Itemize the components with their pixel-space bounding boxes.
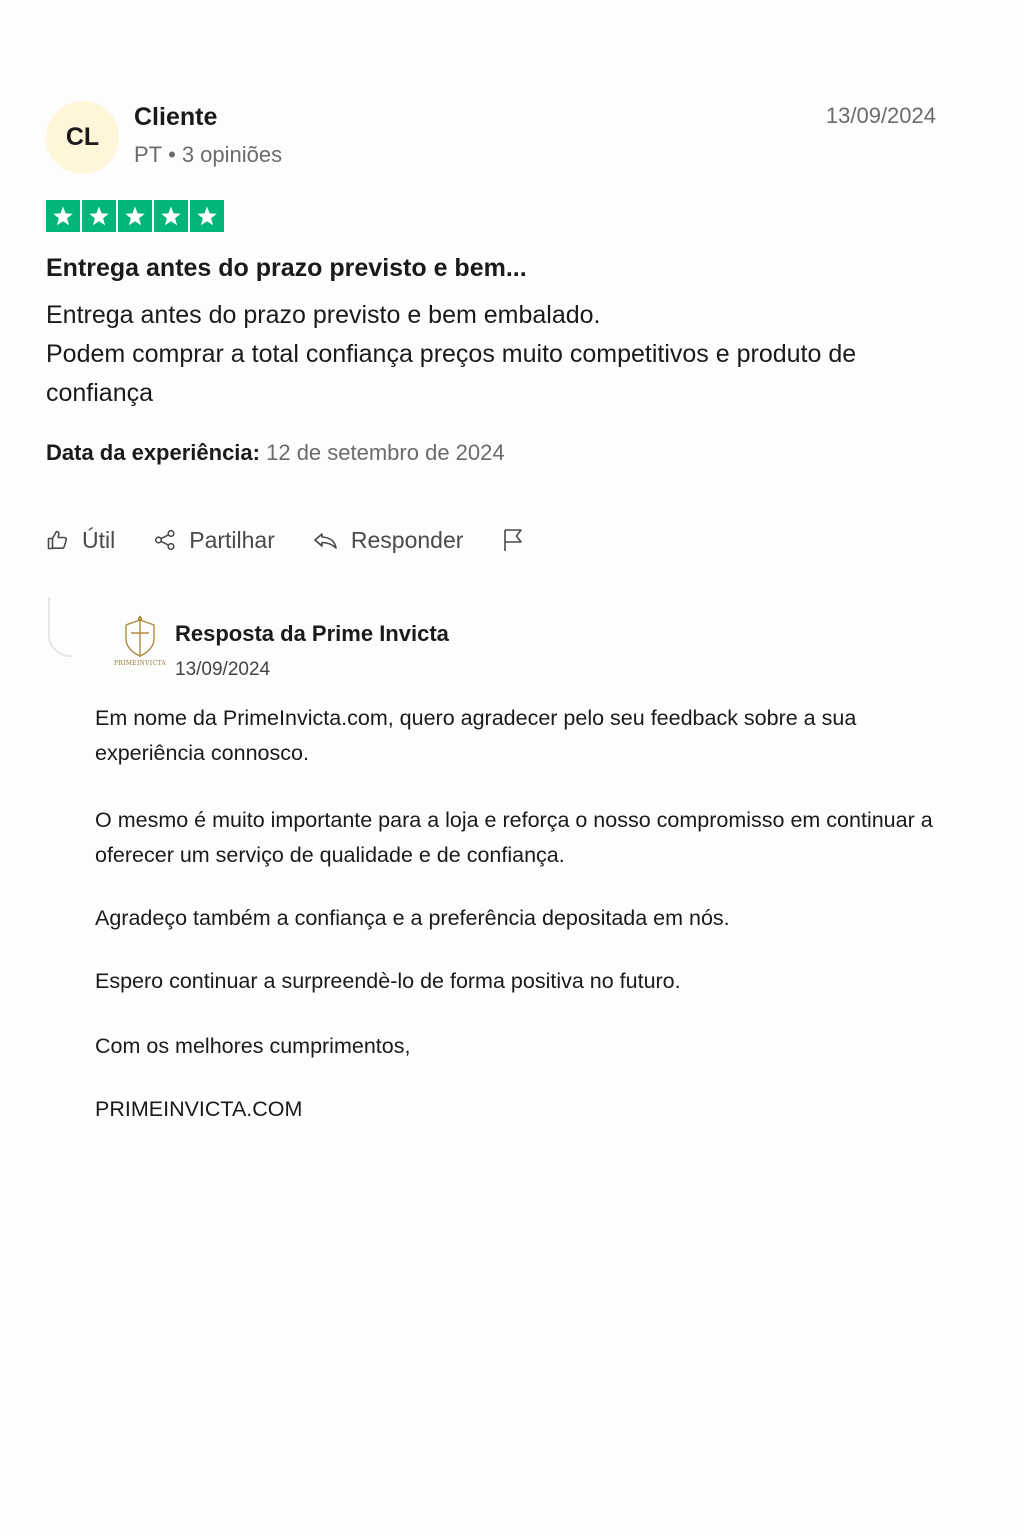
reply-paragraph: Agradeço também a confiança e a preferência depositada em nós. <box>95 906 730 930</box>
experience-date-value: 12 de setembro de 2024 <box>266 440 505 465</box>
star-icon <box>154 200 188 232</box>
reply-signature: PRIMEINVICTA.COM <box>95 1097 303 1121</box>
reply-paragraph: O mesmo é muito importante para a loja e reforça o nosso compromisso em continuar a oferecer um serviço de qualidade e de confiança. <box>95 808 933 867</box>
review-date: 13/09/2024 <box>825 103 936 128</box>
reply-paragraph: Espero continuar a surpreendè-lo de forma positiva no futuro. <box>95 969 681 993</box>
star-icon <box>46 200 80 232</box>
review-actions <box>46 520 575 560</box>
review-card <box>46 100 936 553</box>
star-rating <box>46 200 224 232</box>
review-body <box>46 296 936 413</box>
reply-paragraph: Em nome da PrimeInvicta.com, quero agradecer pelo seu feedback sobre a sua experiência connosco. <box>95 706 857 765</box>
shield-cross-icon <box>120 615 160 659</box>
star-icon <box>190 200 224 232</box>
review-body-line: Podem comprar a total confiança preços muito competitivos e produto de confiança <box>46 340 857 407</box>
reply-button[interactable] <box>313 527 464 554</box>
share-button[interactable] <box>153 527 275 554</box>
review-title[interactable]: Entrega antes do prazo previsto e bem... <box>46 254 527 282</box>
experience-date-label: Data da experiência: <box>46 440 260 465</box>
share-icon <box>153 528 177 552</box>
reply-icon <box>313 528 339 552</box>
reply-body <box>95 701 945 1127</box>
thumbs-up-icon <box>46 528 70 552</box>
reply-paragraph: Com os melhores cumprimentos, <box>95 1034 411 1058</box>
reply-title: Resposta da Prime Invicta <box>175 621 449 646</box>
useful-label: Útil <box>82 526 116 553</box>
reply-label: Responder <box>350 526 464 553</box>
reviewer-meta <box>134 142 282 168</box>
reply-date: 13/09/2024 <box>175 659 271 680</box>
company-logo-text: PRIMEINVICTA <box>114 660 166 667</box>
review-header <box>46 100 936 176</box>
useful-button[interactable] <box>46 527 115 554</box>
reviewer-review-count: 3 opiniões <box>181 142 283 167</box>
share-label: Partilhar <box>189 526 275 553</box>
company-logo <box>109 615 171 677</box>
star-icon <box>82 200 116 232</box>
reviewer-name[interactable]: Cliente <box>134 103 218 131</box>
star-icon <box>118 200 152 232</box>
review-body-line: Entrega antes do prazo previsto e bem embalado. <box>46 301 601 329</box>
reviewer-country: PT <box>134 142 163 167</box>
reply-connector-line <box>48 597 72 657</box>
flag-button[interactable] <box>501 527 537 553</box>
avatar[interactable]: CL <box>46 101 119 174</box>
separator-dot: • <box>168 142 176 167</box>
flag-icon <box>501 527 525 553</box>
experience-date <box>46 440 505 466</box>
